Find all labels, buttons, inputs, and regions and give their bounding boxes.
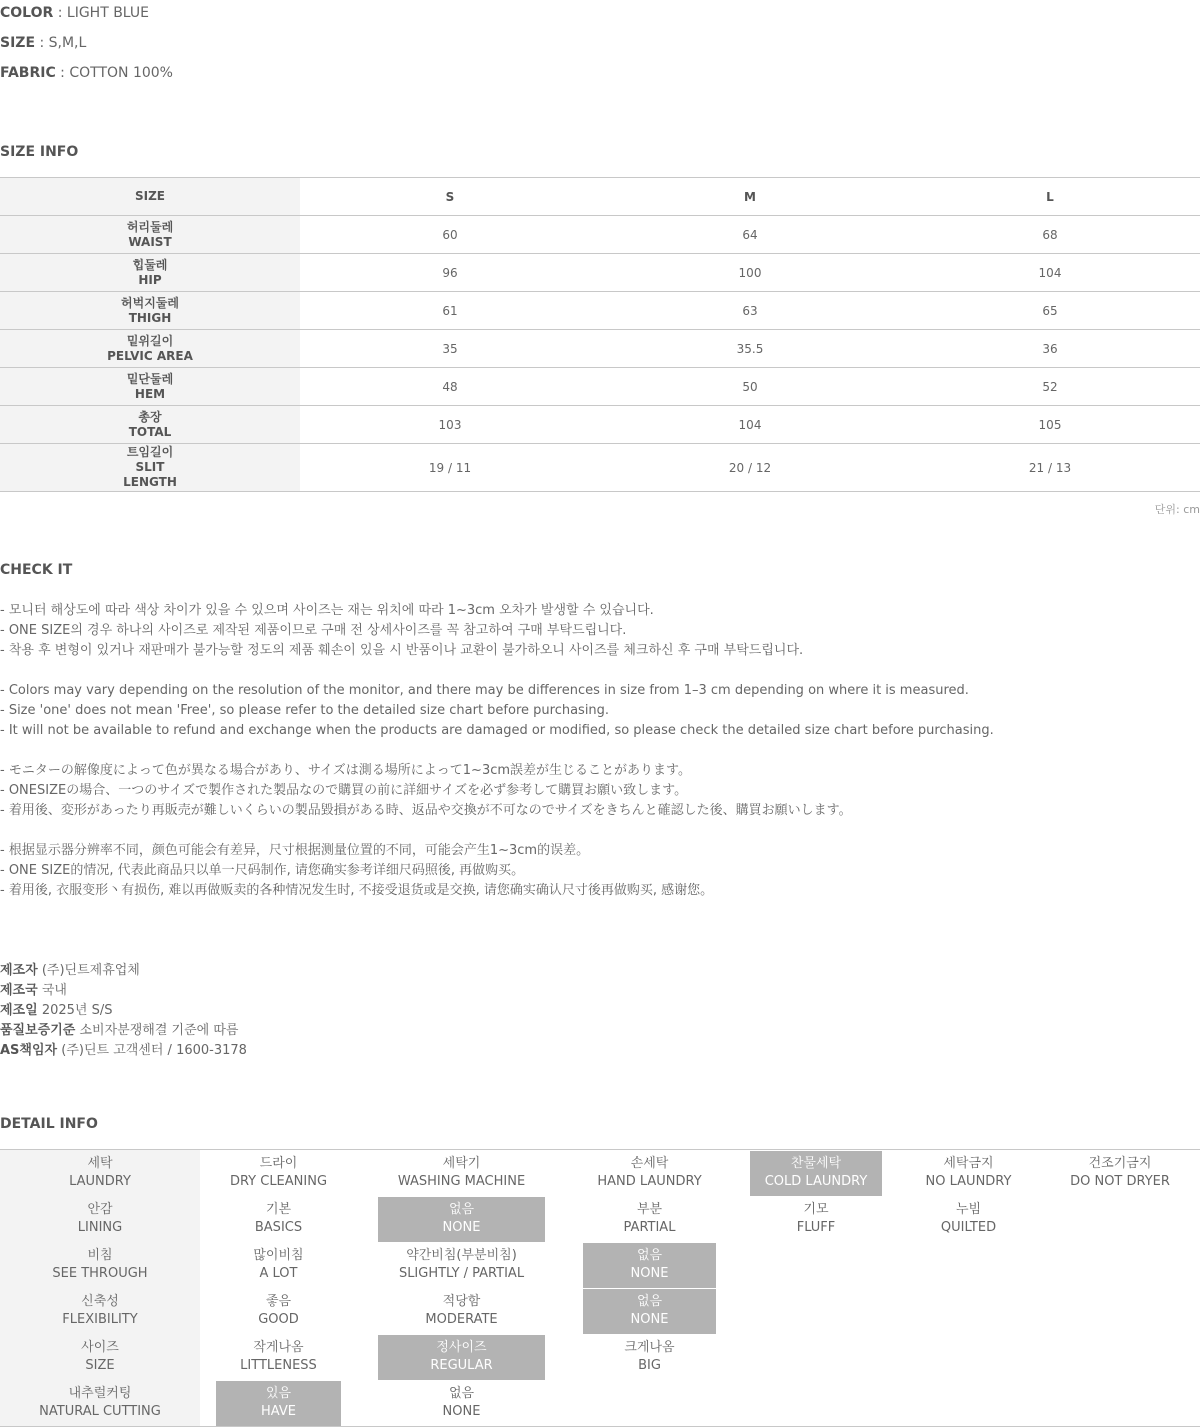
maker-line [0, 1041, 247, 1061]
detail-ko: 누빔 [955, 1202, 982, 1217]
check-note-ja: - ONESIZEの場合、一つのサイズで製作された製品なので購買の前に詳細サイズを必ず参考して購買お願い致します。 [0, 783, 688, 798]
size-table-row [0, 444, 1200, 492]
size-row-label [0, 444, 300, 492]
detail-en: MODERATE [425, 1312, 498, 1327]
check-note-ja: - 着用後、変形があったり再販売が難しいくらいの製品毀損がある時、返品や交換が不可なのでサイズをきちんと確認した後、購買お願いします。 [0, 803, 852, 818]
detail-en: BASICS [254, 1220, 303, 1235]
size-table-header [0, 178, 1200, 216]
check-note-en: - Size 'one' does not mean 'Free', so please refer to the detailed size chart before purchasing. [0, 703, 610, 718]
detail-row-label [0, 1243, 200, 1288]
detail-en: NONE [630, 1312, 669, 1327]
detail-option [378, 1151, 545, 1196]
detail-en: HAVE [261, 1404, 296, 1419]
size-row-label-en: SLIT [135, 460, 165, 474]
detail-option [216, 1243, 341, 1288]
detail-row-label [0, 1381, 200, 1426]
detail-en: A LOT [259, 1266, 298, 1281]
maker-line [0, 1021, 247, 1041]
detail-en: SLIGHTLY / PARTIAL [398, 1266, 525, 1281]
size-value-cell: 100 [738, 265, 762, 280]
check-note-en: - Colors may vary depending on the resolution of the monitor, and there may be differences in size from 1–3 cm depending on where it is measured. [0, 683, 969, 698]
maker-label: 품질보증기준 [0, 1023, 76, 1038]
detail-option [583, 1151, 716, 1196]
detail-en: SIZE [85, 1358, 115, 1373]
size-header-l: L [1046, 189, 1054, 204]
size-row-label-en2: LENGTH [123, 475, 177, 489]
maker-info [0, 961, 247, 1061]
size-row-label [0, 406, 300, 444]
detail-option-selected [583, 1289, 716, 1334]
detail-ko: 안감 [87, 1202, 113, 1217]
size-row-label [0, 254, 300, 292]
detail-row-label [0, 1151, 200, 1196]
check-note-ja: - モニターの解像度によって色が異なる場合があり、サイズは測る場所によって1~3cm誤差が生じることがあります。 [0, 763, 691, 778]
check-note-en: - It will not be available to refund and exchange when the products are damaged or modified, so please check the detailed size chart before purchasing. [0, 723, 994, 738]
spec-color [0, 5, 149, 21]
maker-line [0, 1001, 247, 1021]
size-header-s: S [445, 189, 455, 204]
size-row-label-ko: 밑단둘레 [126, 371, 174, 386]
detail-en: GOOD [258, 1312, 299, 1327]
size-row-label-ko: 트임길이 [126, 445, 174, 459]
detail-ko: 적당함 [442, 1294, 481, 1309]
size-value-cell: 103 [438, 417, 462, 432]
detail-en: LINING [77, 1220, 123, 1235]
detail-row-label [0, 1289, 200, 1334]
detail-en: HAND LAUNDRY [597, 1174, 702, 1189]
detail-ko: 세탁 [87, 1156, 113, 1171]
maker-value: 소비자분쟁해결 기준에 따름 [75, 1023, 239, 1038]
detail-ko: 드라이 [259, 1156, 298, 1171]
size-value-cell: 104 [1038, 265, 1062, 280]
detail-en: WASHING MACHINE [397, 1174, 526, 1189]
size-row-label-en: THIGH [128, 310, 172, 325]
spec-fabric-label: FABRIC [0, 65, 56, 81]
detail-ko: 없음 [448, 1202, 475, 1217]
detail-option-selected [378, 1197, 545, 1242]
detail-info-title: DETAIL INFO [0, 1116, 98, 1132]
size-row-label-en: HEM [134, 386, 166, 401]
detail-ko: 없음 [636, 1248, 663, 1263]
detail-en: BIG [638, 1358, 661, 1373]
maker-value: (주)딘트 고객센터 / 1600-3178 [57, 1043, 247, 1058]
detail-option [900, 1151, 1037, 1196]
detail-en: QUILTED [940, 1220, 997, 1235]
detail-en: REGULAR [430, 1358, 493, 1373]
size-value-cell: 35 [442, 341, 458, 356]
detail-ko: 좋음 [265, 1294, 292, 1309]
detail-row-label [0, 1197, 200, 1242]
spec-fabric-value: : COTTON 100% [55, 65, 173, 81]
maker-value: 2025년 S/S [37, 1003, 113, 1018]
check-it-title: CHECK IT [0, 562, 73, 578]
detail-ko: 있음 [265, 1386, 292, 1401]
size-value-cell: 20 / 12 [728, 460, 772, 475]
detail-option-selected [378, 1335, 545, 1380]
maker-label: AS책임자 [0, 1043, 58, 1058]
detail-option [378, 1289, 545, 1334]
maker-label: 제조국 [0, 983, 38, 998]
detail-en: NONE [442, 1404, 481, 1419]
spec-color-value: : LIGHT BLUE [53, 5, 150, 21]
size-value-cell: 104 [738, 417, 762, 432]
detail-ko: 사이즈 [81, 1340, 119, 1355]
size-table-row [0, 254, 1200, 292]
detail-option-selected [583, 1243, 716, 1288]
detail-en: PARTIAL [623, 1220, 676, 1235]
detail-ko: 비침 [87, 1248, 113, 1263]
detail-info-grid [0, 1149, 1200, 1427]
detail-option [900, 1197, 1037, 1242]
size-header-label: SIZE [0, 178, 300, 216]
detail-en: LITTLENESS [240, 1358, 317, 1373]
check-note-ko: - 모니터 해상도에 따라 색상 차이가 있을 수 있으며 사이즈는 재는 위치에 따라 1~3cm 오차가 발생할 수 있습니다. [0, 603, 654, 618]
size-row-label-ko: 허리둘레 [126, 219, 174, 234]
size-row-label-ko: 밑위길이 [126, 333, 174, 348]
spec-color-label: COLOR [0, 5, 54, 21]
maker-line [0, 981, 247, 1001]
maker-line [0, 961, 247, 981]
size-value-cell: 36 [1042, 341, 1058, 356]
size-table-row [0, 368, 1200, 406]
check-note-zh: - ONE SIZE的情况, 代表此商品只以单一尺码制作, 请您确实参考详细尺码照後, 再做购买。 [0, 863, 525, 878]
size-row-label [0, 368, 300, 406]
detail-en: FLUFF [796, 1220, 836, 1235]
detail-ko: 찬물세탁 [790, 1156, 842, 1171]
detail-option [378, 1381, 545, 1426]
maker-value: (주)딘트제휴업체 [37, 963, 140, 978]
detail-ko: 손세탁 [630, 1156, 669, 1171]
size-row-label-en: TOTAL [128, 424, 172, 439]
detail-ko: 많이비침 [253, 1248, 304, 1263]
size-row-label-en: WAIST [128, 234, 172, 249]
check-note-zh: - 根据显示器分辨率不同，颜色可能会有差异，尺寸根据测量位置的不同，可能会产生1~3cm的误差。 [0, 843, 590, 858]
detail-en: NATURAL CUTTING [39, 1404, 161, 1419]
size-value-cell: 48 [442, 379, 458, 394]
detail-ko: 신축성 [81, 1294, 119, 1309]
detail-option-selected [750, 1151, 882, 1196]
size-table-row [0, 292, 1200, 330]
maker-value: 국내 [37, 983, 67, 998]
size-info-title: SIZE INFO [0, 144, 79, 160]
detail-option [216, 1335, 341, 1380]
detail-ko: 건조기금지 [1088, 1156, 1152, 1171]
detail-ko: 없음 [636, 1294, 663, 1309]
note-gap [0, 661, 994, 681]
detail-en: COLD LAUNDRY [764, 1174, 868, 1189]
unit-label: 단위: cm [1154, 503, 1200, 516]
size-row-label-en: HIP [138, 272, 162, 287]
detail-option [216, 1289, 341, 1334]
detail-option [378, 1243, 545, 1288]
detail-ko: 정사이즈 [436, 1340, 487, 1355]
detail-option [216, 1151, 341, 1196]
size-value-cell: 35.5 [736, 341, 764, 356]
maker-label: 제조일 [0, 1003, 38, 1018]
size-value-cell: 105 [1038, 417, 1062, 432]
detail-en: FLEXIBILITY [62, 1312, 138, 1327]
detail-en: NONE [442, 1220, 481, 1235]
note-gap [0, 821, 994, 841]
detail-ko: 약간비침(부분비침) [406, 1248, 517, 1263]
detail-ko: 기본 [265, 1202, 292, 1217]
check-note-ko: - 착용 후 변형이 있거나 재판매가 불가능할 정도의 제품 훼손이 있을 시 반품이나 교환이 불가하오니 사이즈를 체크하신 후 구매 부탁드립니다. [0, 643, 804, 658]
detail-ko: 세탁기 [442, 1156, 481, 1171]
spec-size-value: : S,M,L [35, 35, 87, 51]
size-value-cell: 64 [742, 227, 758, 242]
spec-size [0, 35, 86, 51]
detail-en: NO LAUNDRY [925, 1174, 1012, 1189]
size-row-label-ko: 힙둘레 [132, 257, 168, 272]
note-gap [0, 741, 994, 761]
size-row-label [0, 330, 300, 368]
size-table-row [0, 330, 1200, 368]
detail-option [216, 1197, 341, 1242]
spec-size-label: SIZE [0, 35, 36, 51]
size-value-cell: 61 [442, 303, 458, 318]
size-row-label [0, 216, 300, 254]
size-table [0, 177, 1200, 492]
size-row-label-en: PELVIC AREA [107, 348, 193, 363]
detail-option [1050, 1151, 1190, 1196]
size-value-cell: 21 / 13 [1028, 460, 1072, 475]
detail-option [750, 1197, 882, 1242]
detail-option [583, 1197, 716, 1242]
size-value-cell: 63 [742, 303, 758, 318]
size-value-cell: 60 [442, 227, 458, 242]
detail-ko: 부분 [636, 1202, 663, 1217]
size-value-cell: 68 [1042, 227, 1058, 242]
detail-en: SEE THROUGH [52, 1266, 148, 1281]
check-note-zh: - 着用後, 衣服变形丶有损伤, 难以再做贩卖的各种情况发生时, 不接受退货或是交换, 请您确实确认尺寸後再做购买, 感谢您。 [0, 883, 714, 898]
size-row-label [0, 292, 300, 330]
spec-fabric [0, 65, 173, 81]
maker-label: 제조자 [0, 963, 38, 978]
size-value-cell: 50 [742, 379, 758, 394]
detail-row-label [0, 1335, 200, 1380]
size-table-row [0, 216, 1200, 254]
detail-ko: 세탁금지 [943, 1156, 994, 1171]
size-value-cell: 52 [1042, 379, 1058, 394]
detail-ko: 없음 [448, 1386, 475, 1401]
detail-en: DO NOT DRYER [1070, 1174, 1170, 1189]
detail-ko: 내추럴커팅 [68, 1386, 132, 1401]
size-value-cell: 96 [442, 265, 458, 280]
detail-ko: 기모 [803, 1202, 829, 1217]
detail-ko: 크게나옴 [624, 1340, 675, 1355]
detail-en: LAUNDRY [69, 1174, 131, 1189]
size-header-m: M [744, 189, 756, 204]
detail-ko: 작게나옴 [253, 1340, 304, 1355]
detail-option-selected [216, 1381, 341, 1426]
size-row-label-ko: 허벅지둘레 [121, 295, 179, 310]
detail-en: DRY CLEANING [229, 1174, 328, 1189]
size-table-row [0, 406, 1200, 444]
detail-en: NONE [630, 1266, 669, 1281]
check-it-notes [0, 601, 994, 901]
size-value-cell: 19 / 11 [428, 460, 472, 475]
detail-option [583, 1335, 716, 1380]
size-row-label-ko: 총장 [138, 409, 162, 424]
size-value-cell: 65 [1042, 303, 1058, 318]
check-note-ko: - ONE SIZE의 경우 하나의 사이즈로 제작된 제품이므로 구매 전 상세사이즈를 꼭 참고하여 구매 부탁드립니다. [0, 623, 627, 638]
